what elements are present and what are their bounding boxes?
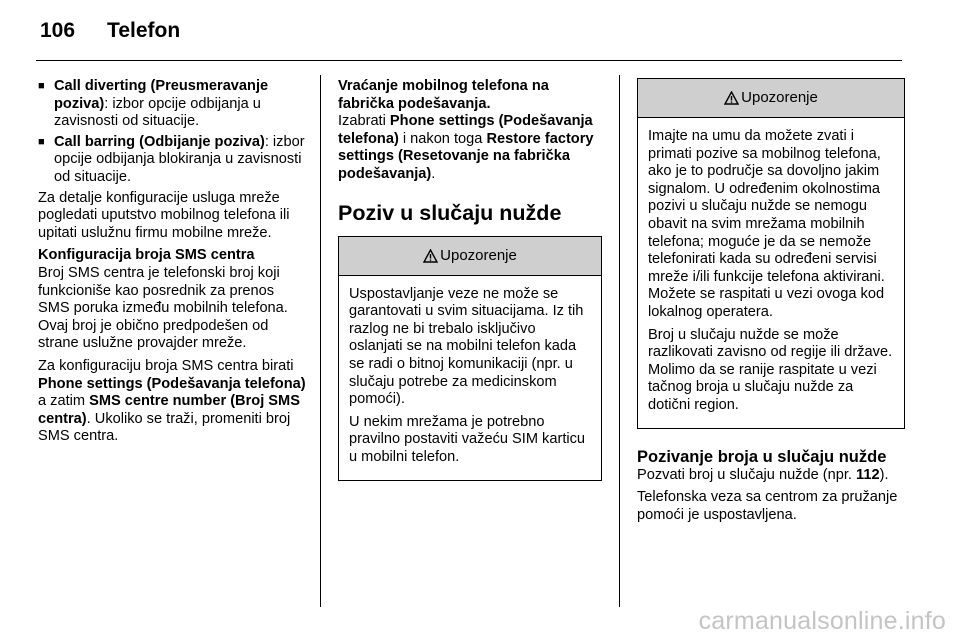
emergency-connection-paragraph: Telefonska veza sa centrom za pružanje pomoći je uspostavljena. — [637, 489, 898, 523]
emergency-call-heading: Poziv u slučaju nužde — [338, 200, 562, 225]
menu-ref-sms-centre-number: SMS centre number (Broj SMS centra) — [38, 393, 300, 427]
page-header — [40, 18, 180, 44]
warning-body — [638, 118, 904, 428]
emergency-number: 112 — [856, 466, 880, 483]
warning-title: Upozorenje — [741, 89, 818, 107]
warning-header — [638, 79, 904, 118]
text-run: Pozvati broj u slučaju nužde (npr. — [637, 466, 857, 483]
factory-reset-heading: Vraćanje mobilnog telefona na fabrička podešavanja. — [338, 78, 549, 112]
emergency-dial-paragraph — [637, 467, 905, 485]
sms-config-paragraph — [38, 358, 306, 446]
option-description: : izbor opcije odbijanja blokiranja u zavisnosti od situacije. — [54, 133, 305, 185]
sms-centre-heading: Konfiguracija broja SMS centra — [38, 247, 255, 264]
text-run: Za konfiguraciju broja SMS centra birati — [38, 357, 294, 374]
text-run: i nakon toga — [398, 130, 487, 147]
text-run: ). — [879, 466, 889, 483]
column-divider-2 — [619, 75, 620, 607]
option-call-barring: Call barring (Odbijanje poziva) — [54, 133, 265, 150]
network-services-paragraph: Za detalje konfiguracije usluga mreže pogledati uputstvo mobilnog telefona ili upitati uslužnu firmu mobilne mreže. — [38, 189, 290, 241]
bullet-square-icon: ■ — [38, 80, 45, 92]
bullet-square-icon: ■ — [38, 135, 45, 148]
column-2 — [338, 78, 602, 481]
list-item — [38, 78, 306, 131]
warning-header — [339, 237, 601, 276]
column-divider-1 — [320, 75, 321, 607]
text-run: a zatim — [38, 393, 90, 410]
option-description: : izbor opcije odbijanja u zavisnosti od situacije. — [54, 95, 261, 130]
warning-box — [338, 236, 602, 481]
warning-triangle-icon — [423, 249, 438, 263]
text-run: Izabrati — [338, 113, 390, 130]
option-call-diverting: Call diverting (Preusmeravanje poziva) — [54, 78, 269, 112]
warning-title: Upozorenje — [440, 246, 517, 264]
warning-body — [339, 276, 601, 480]
warning-text: U nekim mrežama je potrebno pravilno postaviti važeću SIM karticu u mobilni telefon. — [349, 413, 586, 465]
emergency-dial-heading: Pozivanje broja u slučaju nužde — [637, 447, 887, 466]
warning-text: Broj u slučaju nužde se može razlikovati zavisno od regije ili države. Molimo da se ranije raspitate u vezi tačnog broja u slučaju nužde za dotični region. — [648, 326, 893, 413]
warning-text: Imajte na umu da možete zvati i primati pozive sa mobilnog telefona, ako je to područje sa dovoljno jakim signalom. U određenim okolnostima pozivi u slučaju nužde se nemogu obavit na svim mrežama mobilnih telefona; moguće je da se nemože telefonirati kada su određeni servisi mreže i/ili funkcije telefona aktivirani. Možete se raspitati u vezi ovoga kod lokalnog operatera. — [648, 128, 885, 320]
warning-text: Uspostavljanje veze ne može se garantovati u svim situacijama. Iz tih razlog ne bi trebalo isključivo oslanjati se na mobilni telefon kada se radi o bitnoj komunikaciji (npr. u slučaju potrebe za medicinskom pomoći). — [349, 285, 584, 408]
text-run: . — [431, 165, 436, 182]
column-1 — [38, 78, 306, 451]
factory-reset-paragraph — [338, 113, 602, 183]
text-run: . Ukoliko se traži, promeniti broj SMS centra. — [38, 410, 291, 445]
menu-ref-phone-settings: Phone settings (Podešavanja telefona) — [38, 375, 306, 392]
watermark: carmanualsonline.info — [698, 607, 946, 635]
header-divider — [36, 60, 902, 61]
page-title: Telefon — [107, 19, 181, 42]
menu-ref-phone-settings: Phone settings (Podešavanja telefona) — [338, 113, 593, 147]
warning-triangle-icon — [724, 91, 739, 105]
list-item — [38, 134, 306, 187]
column-3 — [637, 78, 905, 529]
sms-centre-paragraph: Broj SMS centra je telefonski broj koji funkcioniše kao posrednik za prenos SMS poruka između mobilnih telefona. Ovaj broj je obično predpodešen od strane uslužne provajder mreže. — [38, 264, 288, 352]
menu-ref-restore-factory: Restore factory settings (Resetovanje na fabrička podešavanja) — [338, 130, 594, 182]
page-number: 106 — [40, 19, 76, 42]
warning-box — [637, 78, 905, 429]
